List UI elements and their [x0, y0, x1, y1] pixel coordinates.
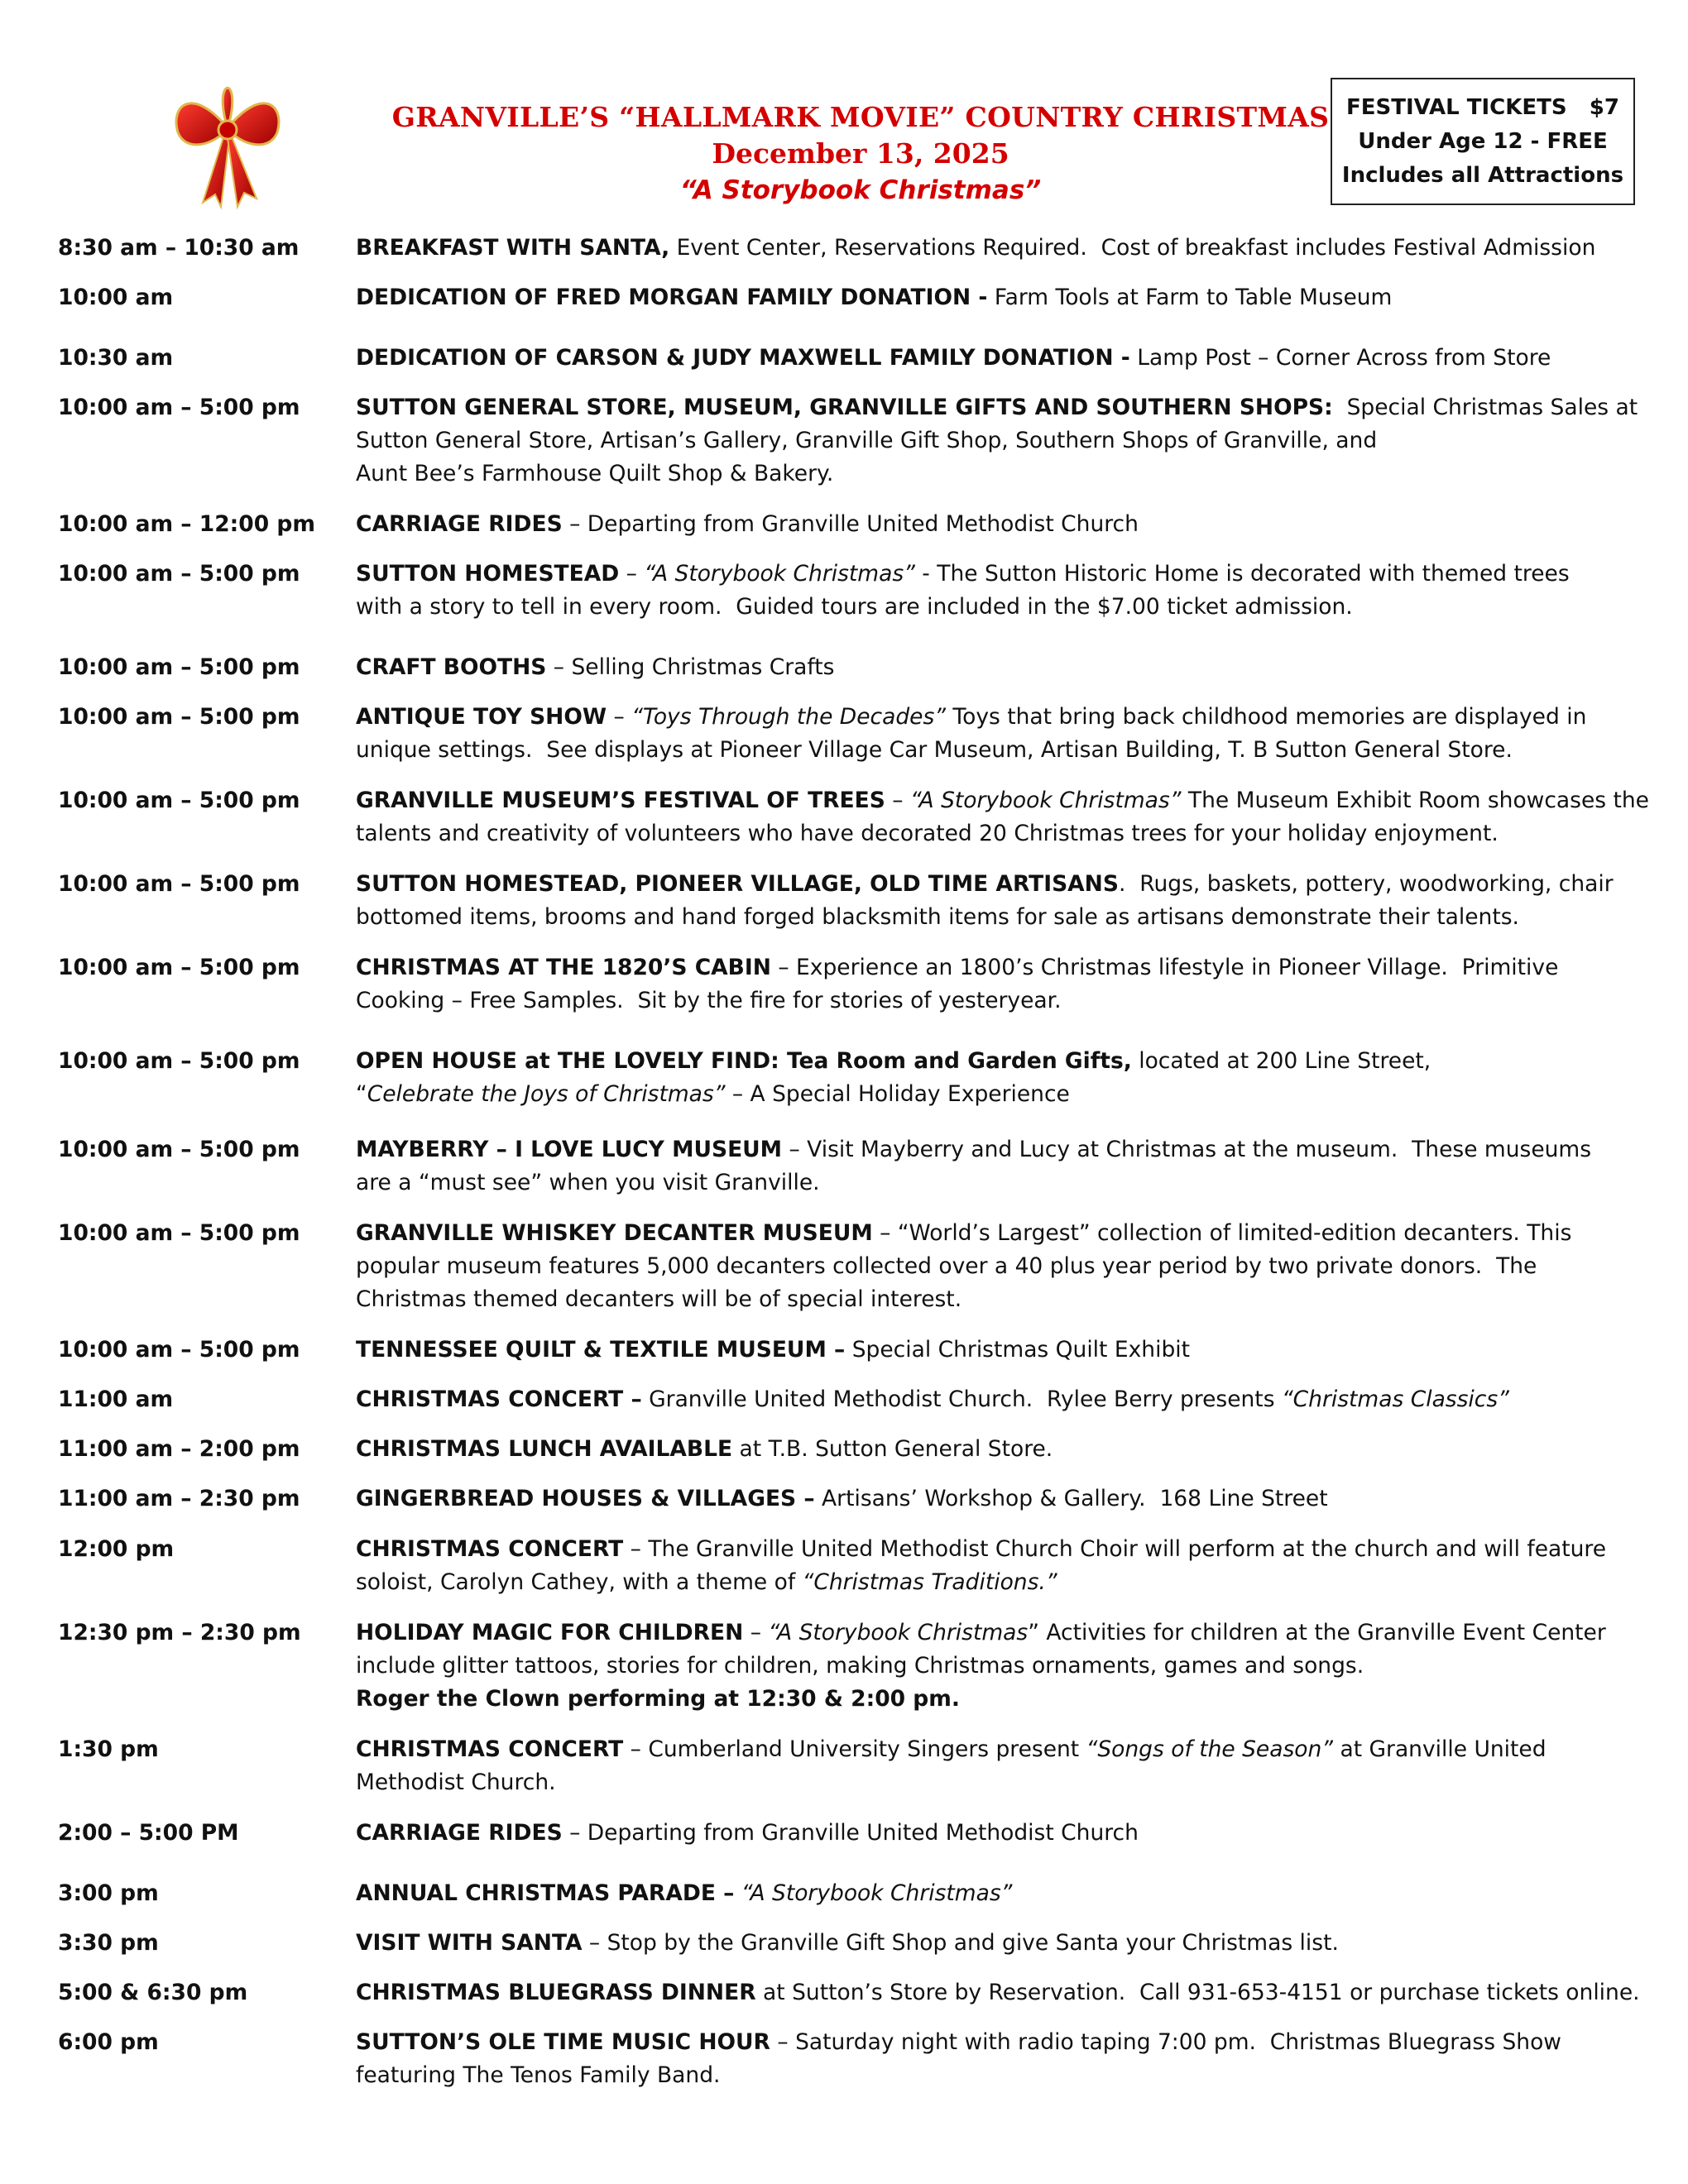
- event-description: GINGERBREAD HOUSES & VILLAGES – Artisans’ Workshop & Gallery. 168 Line Street: [356, 1486, 1328, 1511]
- event-theme: “A Storybook Christmas”: [679, 175, 1042, 205]
- event-description: SUTTON GENERAL STORE, MUSEUM, GRANVILLE GIFTS AND SOUTHERN SHOPS: Special Christmas Sales at Sutton General Store, Artisan’s Gallery, Granville Gift Shop, Southern Shops of Granville, and Aunt Bee’s Farmhouse Quilt Shop & Bakery.: [356, 395, 1638, 486]
- event-time: 1:30 pm: [58, 1736, 159, 1762]
- event-description: VISIT WITH SANTA – Stop by the Granville Gift Shop and give Santa your Christmas list.: [356, 1930, 1339, 1956]
- event-description: MAYBERRY – I LOVE LUCY MUSEUM – Visit Mayberry and Lucy at Christmas at the museum. These museums are a “must see” when you visit Granville.: [356, 1137, 1592, 1195]
- event-description: ANNUAL CHRISTMAS PARADE – “A Storybook Christmas”: [356, 1880, 1013, 1906]
- schedule-row: [58, 1927, 1339, 1960]
- event-time: 10:00 am – 5:00 pm: [58, 654, 300, 680]
- event-time: 3:30 pm: [58, 1930, 159, 1956]
- page-title: GRANVILLE’S “HALLMARK MOVIE” COUNTRY CHRISTMAS: [391, 101, 1330, 133]
- event-time: 8:30 am – 10:30 am: [58, 235, 300, 261]
- event-time: 10:00 am – 5:00 pm: [58, 395, 300, 420]
- event-description: TENNESSEE QUILT & TEXTILE MUSEUM – Special Christmas Quilt Exhibit: [356, 1337, 1191, 1363]
- event-time: 10:00 am – 12:00 pm: [58, 511, 315, 537]
- christmas-bow-icon: [170, 70, 285, 211]
- event-description: CHRISTMAS AT THE 1820’S CABIN – Experience an 1800’s Christmas lifestyle in Pioneer Village. Primitive Cooking – Free Samples. Sit by the fire for stories of yesteryear.: [356, 955, 1559, 1013]
- schedule-row: [58, 2026, 1561, 2092]
- schedule-row: [58, 1533, 1606, 1599]
- tickets-under-12: Under Age 12 - FREE: [1358, 129, 1608, 154]
- event-description: DEDICATION OF CARSON & JUDY MAXWELL FAMILY DONATION - Lamp Post – Corner Across from Store: [356, 345, 1551, 371]
- schedule-row: [58, 281, 1392, 314]
- event-time: 11:00 am – 2:00 pm: [58, 1436, 300, 1462]
- event-time: 2:00 – 5:00 PM: [58, 1820, 239, 1846]
- event-time: 10:00 am – 5:00 pm: [58, 1337, 300, 1363]
- event-description: CHRISTMAS LUNCH AVAILABLE at T.B. Sutton General Store.: [356, 1436, 1053, 1462]
- schedule-row: [58, 1217, 1571, 1316]
- schedule-row: [58, 1976, 1640, 2009]
- event-description: HOLIDAY MAGIC FOR CHILDREN – “A Storybook Christmas” Activities for children at the Granville Event Center include glitter tattoos, stories for children, making Christmas ornaments, games and songs. Roger the Clown performing at 12:30 & 2:00 pm.: [356, 1620, 1606, 1712]
- event-description: SUTTON’S OLE TIME MUSIC HOUR – Saturday night with radio taping 7:00 pm. Christmas Bluegrass Show featuring The Tenos Family Band.: [356, 2029, 1561, 2088]
- event-time: 10:00 am – 5:00 pm: [58, 704, 300, 730]
- schedule-row: [58, 342, 1551, 375]
- event-description: DEDICATION OF FRED MORGAN FAMILY DONATION - Farm Tools at Farm to Table Museum: [356, 285, 1393, 310]
- schedule-row: [58, 508, 1139, 541]
- schedule-row: [58, 784, 1649, 850]
- event-time: 3:00 pm: [58, 1880, 159, 1906]
- event-description: CARRIAGE RIDES – Departing from Granville United Methodist Church: [356, 511, 1139, 537]
- event-time: 11:00 am: [58, 1387, 174, 1412]
- schedule-row: [58, 1433, 1053, 1466]
- schedule-row: [58, 951, 1558, 1018]
- schedule-row: [58, 558, 1570, 624]
- event-description: SUTTON HOMESTEAD – “A Storybook Christmas” - The Sutton Historic Home is decorated with themed trees with a story to tell in every room. Guided tours are included in the $7.00 ticket admission.: [356, 561, 1570, 620]
- schedule-row: [58, 1045, 1431, 1111]
- schedule-row: [58, 868, 1614, 934]
- event-time: 10:00 am – 5:00 pm: [58, 955, 300, 980]
- event-time: 10:00 am – 5:00 pm: [58, 1220, 300, 1246]
- schedule-row: [58, 1817, 1139, 1850]
- schedule-row: [58, 232, 1595, 265]
- event-time: 10:00 am – 5:00 pm: [58, 1137, 300, 1162]
- schedule-row: [58, 1616, 1606, 1716]
- schedule-row: [58, 1733, 1547, 1799]
- schedule-row: [58, 1334, 1190, 1367]
- schedule-row: [58, 1133, 1591, 1200]
- schedule-row: [58, 1383, 1509, 1416]
- schedule-row: [58, 391, 1638, 491]
- tickets-box: [1331, 78, 1635, 205]
- event-time: 10:00 am – 5:00 pm: [58, 561, 300, 587]
- tickets-price: FESTIVAL TICKETS $7: [1346, 95, 1619, 120]
- event-time: 6:00 pm: [58, 2029, 159, 2055]
- schedule-row: [58, 1482, 1328, 1516]
- event-description: GRANVILLE MUSEUM’S FESTIVAL OF TREES – “A Storybook Christmas” The Museum Exhibit Room showcases the talents and creativity of volunteers who have decorated 20 Christmas trees for your holiday enjoyment.: [356, 788, 1649, 846]
- event-description: SUTTON HOMESTEAD, PIONEER VILLAGE, OLD TIME ARTISANS. Rugs, baskets, pottery, woodworking, chair bottomed items, brooms and hand forged blacksmith items for sale as artisans demonstrate their talents.: [356, 871, 1614, 930]
- event-time: 12:00 pm: [58, 1536, 175, 1562]
- event-time: 12:30 pm – 2:30 pm: [58, 1620, 301, 1645]
- event-time: 10:00 am – 5:00 pm: [58, 1048, 300, 1074]
- event-description: ANTIQUE TOY SHOW – “Toys Through the Decades” Toys that bring back childhood memories are displayed in unique settings. See displays at Pioneer Village Car Museum, Artisan Building, T. B Sutton General Store.: [356, 704, 1587, 763]
- event-description: CHRISTMAS CONCERT – The Granville United Methodist Church Choir will perform at the church and will feature soloist, Carolyn Cathey, with a theme of “Christmas Traditions.”: [356, 1536, 1607, 1595]
- event-time: 10:00 am – 5:00 pm: [58, 871, 300, 897]
- schedule-row: [58, 651, 834, 684]
- event-description: GRANVILLE WHISKEY DECANTER MUSEUM – “World’s Largest” collection of limited-edition decanters. This popular museum features 5,000 decanters collected over a 40 plus year period by two private donors. The Christmas themed decanters will be of special interest.: [356, 1220, 1572, 1312]
- event-description: CHRISTMAS CONCERT – Granville United Methodist Church. Rylee Berry presents “Christmas Classics”: [356, 1387, 1509, 1412]
- tickets-includes: Includes all Attractions: [1341, 163, 1624, 188]
- event-time: 11:00 am – 2:30 pm: [58, 1486, 300, 1511]
- schedule-row: [58, 1877, 1012, 1910]
- event-description: OPEN HOUSE at THE LOVELY FIND: Tea Room and Garden Gifts, located at 200 Line Street, “Celebrate the Joys of Christmas” – A Special Holiday Experience: [356, 1048, 1431, 1107]
- event-description: CRAFT BOOTHS – Selling Christmas Crafts: [356, 654, 835, 680]
- event-description: CHRISTMAS CONCERT – Cumberland University Singers present “Songs of the Season” at Granville United Methodist Church.: [356, 1736, 1547, 1795]
- event-description: CHRISTMAS BLUEGRASS DINNER at Sutton’s Store by Reservation. Call 931-653-4151 or purchase tickets online.: [356, 1980, 1640, 2005]
- event-time: 10:00 am: [58, 285, 174, 310]
- schedule-row: [58, 701, 1586, 767]
- event-time: 10:30 am: [58, 345, 174, 371]
- event-description: CARRIAGE RIDES – Departing from Granville United Methodist Church: [356, 1820, 1139, 1846]
- event-time: 10:00 am – 5:00 pm: [58, 788, 300, 813]
- event-description: BREAKFAST WITH SANTA, Event Center, Reservations Required. Cost of breakfast includes Festival Admission: [356, 235, 1596, 261]
- header: [372, 99, 1349, 208]
- event-date: December 13, 2025: [712, 137, 1009, 170]
- event-time: 5:00 & 6:30 pm: [58, 1980, 248, 2005]
